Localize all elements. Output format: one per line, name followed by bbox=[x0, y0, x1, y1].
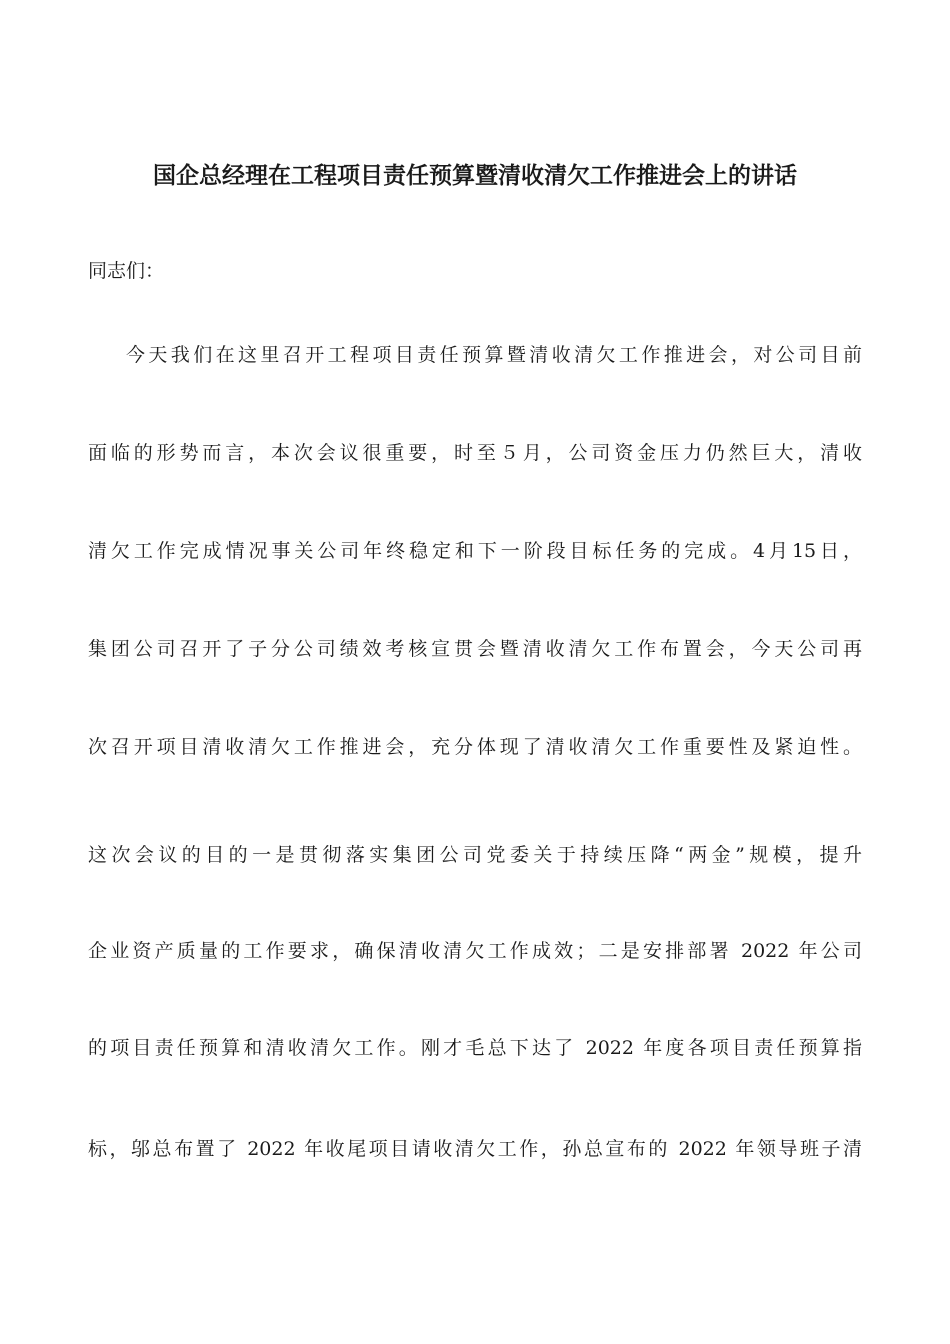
paragraph-line: 面临的形势而言，本次会议很重要，时至５月，公司资金压力仍然巨大，清收 bbox=[88, 442, 862, 464]
paragraph-line: 今天我们在这里召开工程项目责任预算暨清收清欠工作推进会，对公司目前 bbox=[126, 344, 862, 366]
paragraph-line: 的项目责任预算和清收清欠工作。刚才毛总下达了 2022 年度各项目责任预算指 bbox=[88, 1037, 862, 1059]
paragraph-line: 次召开项目清收清欠工作推进会，充分体现了清收清欠工作重要性及紧迫性。 bbox=[88, 736, 862, 758]
document-title: 国企总经理在工程项目责任预算暨清收清欠工作推进会上的讲话 bbox=[153, 163, 797, 189]
paragraph-line: 企业资产质量的工作要求，确保清收清欠工作成效；二是安排部署 2022 年公司 bbox=[88, 940, 862, 962]
salutation: 同志们： bbox=[88, 260, 165, 282]
paragraph-line: 标，邬总布置了 2022 年收尾项目请收清欠工作，孙总宣布的 2022 年领导班子清 bbox=[88, 1138, 862, 1160]
paragraph-line: 这次会议的目的一是贯彻落实集团公司党委关于持续压降“两金”规模，提升 bbox=[88, 844, 862, 866]
paragraph-line: 集团公司召开了子分公司绩效考核宣贯会暨清收清欠工作布置会，今天公司再 bbox=[88, 638, 862, 660]
paragraph-line: 清欠工作完成情况事关公司年终稳定和下一阶段目标任务的完成。4月15日， bbox=[88, 540, 862, 562]
